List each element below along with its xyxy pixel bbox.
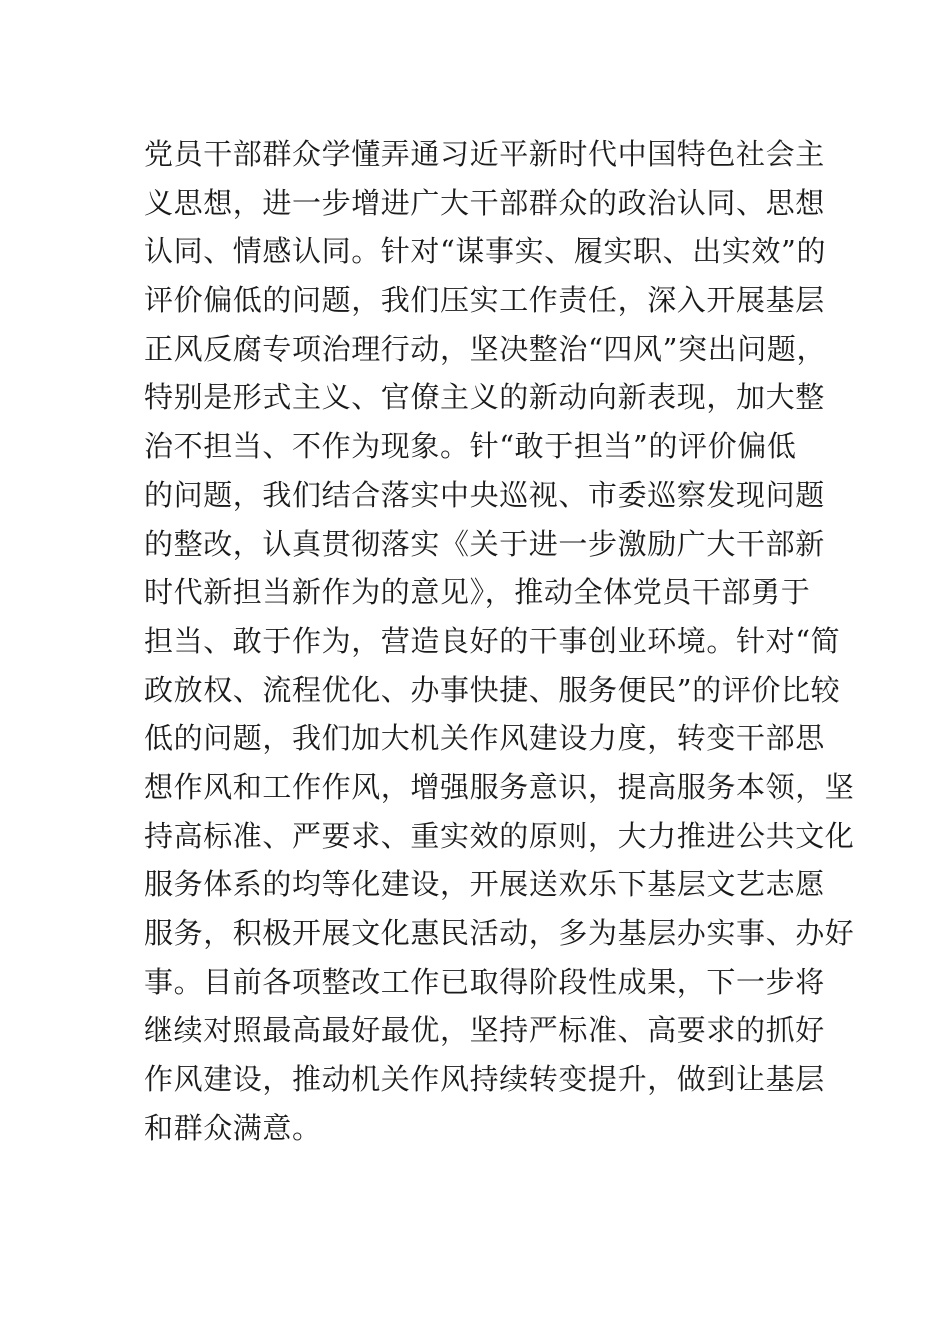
paragraph-line: 和群众满意。 [144, 1110, 322, 1145]
body-paragraph [144, 130, 855, 1152]
paragraph-line: 党员干部群众学懂弄通习近平新时代中国特色社会主 [144, 137, 825, 171]
paragraph-line: 服务体系的均等化建设，开展送欢乐下基层文艺志愿 [144, 867, 825, 902]
paragraph-line: 评价偏低的问题，我们压实工作责任，深入开展基层 [144, 283, 825, 318]
paragraph-line: 特别是形式主义、官僚主义的新动向新表现，加大整 [144, 380, 825, 415]
paragraph-line: 想作风和工作作风，增强服务意识，提高服务本领，坚 [144, 769, 855, 804]
paragraph-line: 正风反腐专项治理行动，坚决整治“四风”突出问题， [144, 331, 827, 366]
paragraph-line: 治不担当、不作为现象。针“敢于担当”的评价偏低 [144, 429, 797, 464]
paragraph-line: 事。目前各项整改工作已取得阶段性成果，下一步将 [144, 964, 825, 999]
paragraph-line: 的问题，我们结合落实中央巡视、市委巡察发现问题 [144, 477, 825, 512]
paragraph-line: 认同、情感认同。针对“谋事实、履实职、出实效”的 [144, 234, 827, 269]
paragraph-line: 担当、敢于作为，营造良好的干事创业环境。针对“简 [144, 623, 841, 658]
paragraph-line: 继续对照最高最好最优，坚持严标准、高要求的抓好 [144, 1013, 825, 1048]
paragraph-line: 义思想，进一步增进广大干部群众的政治认同、思想 [144, 185, 825, 220]
paragraph-line: 时代新担当新作为的意见》，推动全体党员干部勇于 [144, 575, 811, 610]
paragraph-line: 政放权、流程优化、办事快捷、服务便民”的评价比较 [144, 672, 841, 707]
paragraph-line: 服务，积极开展文化惠民活动，多为基层办实事、办好 [144, 916, 855, 950]
paragraph-line: 低的问题，我们加大机关作风建设力度，转变干部思 [144, 721, 825, 756]
paragraph-line: 作风建设，推动机关作风持续转变提升，做到让基层 [144, 1062, 825, 1097]
paragraph-line: 持高标准、严要求、重实效的原则，大力推进公共文化 [144, 818, 855, 853]
paragraph-line: 的整改，认真贯彻落实《关于进一步激励广大干部新 [144, 526, 825, 561]
